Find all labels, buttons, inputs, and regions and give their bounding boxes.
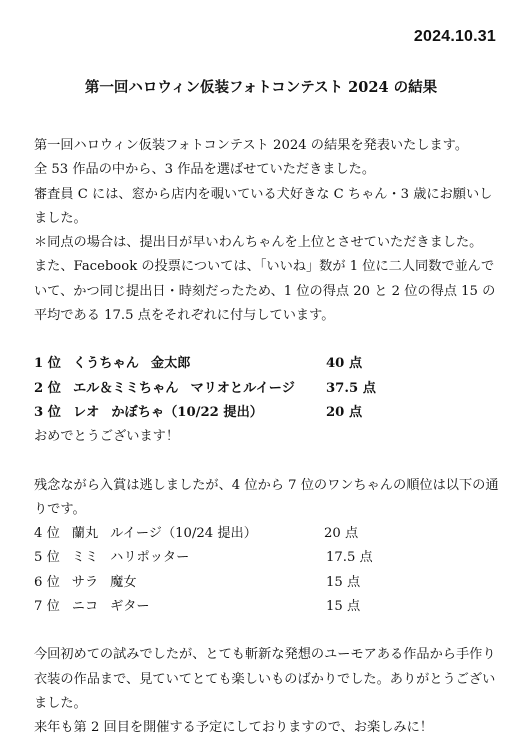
winner-costume: 金太郎: [150, 356, 191, 372]
closing-paragraph: 今回初めての試みでしたが、とても斬新な発想のユーモアある作品から手作り衣装の作品まで、見ていてとても楽しいものばかりでした。ありがとうございました。: [34, 647, 496, 711]
runner-dog: ミミ: [71, 550, 99, 566]
runner-rank: 6 位: [34, 574, 60, 590]
winner-dog: エル＆ミミちゃん: [72, 380, 179, 396]
document-title: 第一回ハロウィン仮装フォトコンテスト 2024 の結果: [84, 79, 438, 96]
intro-paragraph: 第一回ハロウィン仮装フォトコンテスト 2024 の結果を発表いたします。: [34, 138, 469, 153]
intro-paragraph: また、Facebook の投票については、「いいね」数が 1 位に二人同数で並んでいて、かつ同じ提出日・時刻だったため、1 位の得点 20 と 2 位の得点 15 の平均である 17.5 点をそれぞれに付与しています。: [34, 259, 496, 324]
winner-score: 37.5 点: [326, 380, 376, 396]
runner-score: 15 点: [326, 574, 361, 590]
runner-dog: 蘭丸: [71, 526, 99, 542]
winner-row: [34, 377, 504, 401]
runner-rank: 4 位: [34, 526, 60, 542]
runner-rank: 7 位: [34, 599, 60, 615]
runner-score: 17.5 点: [326, 550, 373, 566]
spacer: [34, 328, 504, 352]
spacer: [34, 619, 504, 643]
document-date: 2024.10.31: [413, 28, 496, 45]
runner-row: [34, 595, 504, 619]
winner-rank: 2 位: [34, 380, 61, 396]
intro-paragraph: 審査員 C には、窓から店内を覗いている犬好きな C ちゃん・3 歳にお願いしました。: [34, 186, 493, 226]
winner-costume: かぼちゃ（10/22 提出）: [111, 404, 263, 420]
runners-intro: 残念ながら入賞は逃しましたが、4 位から 7 位のワンちゃんの順位は以下の通りです。: [34, 477, 499, 517]
intro-paragraph: 全 53 作品の中から、3 作品を選ばせていただきました。: [34, 162, 376, 178]
runner-row: [34, 571, 504, 595]
runner-costume: 魔女: [110, 574, 137, 590]
document-body: [34, 134, 504, 741]
runner-row: [34, 522, 504, 546]
runner-dog: サラ: [71, 574, 99, 590]
runner-costume: ハリポッター: [110, 550, 190, 566]
intro-paragraph: ＊同点の場合は、提出日が早いわんちゃんを上位とさせていただきました。: [34, 235, 483, 251]
runner-costume: ギター: [110, 599, 150, 615]
winner-dog: レオ: [72, 404, 100, 420]
spacer: [34, 450, 504, 474]
runner-row: [34, 546, 504, 570]
winner-row: [34, 401, 504, 425]
winner-score: 40 点: [326, 356, 363, 372]
runner-costume: ルイージ（10/24 提出）: [110, 526, 257, 542]
winner-rank: 1 位: [34, 356, 61, 372]
congrats-text: おめでとうございます！: [34, 429, 180, 445]
runner-score: 15 点: [326, 599, 361, 615]
winner-rank: 3 位: [34, 404, 61, 420]
winner-row: [34, 352, 504, 376]
winner-dog: くうちゃん: [72, 356, 139, 372]
winner-costume: マリオとルイージ: [190, 380, 295, 396]
winner-score: 20 点: [326, 404, 363, 420]
closing-paragraph: 来年も第 2 回目を開催する予定にしておりますので、お楽しみに！: [34, 720, 433, 736]
runner-dog: ニコ: [71, 599, 99, 615]
runner-rank: 5 位: [34, 550, 60, 566]
runner-score: 20 点: [324, 526, 359, 542]
